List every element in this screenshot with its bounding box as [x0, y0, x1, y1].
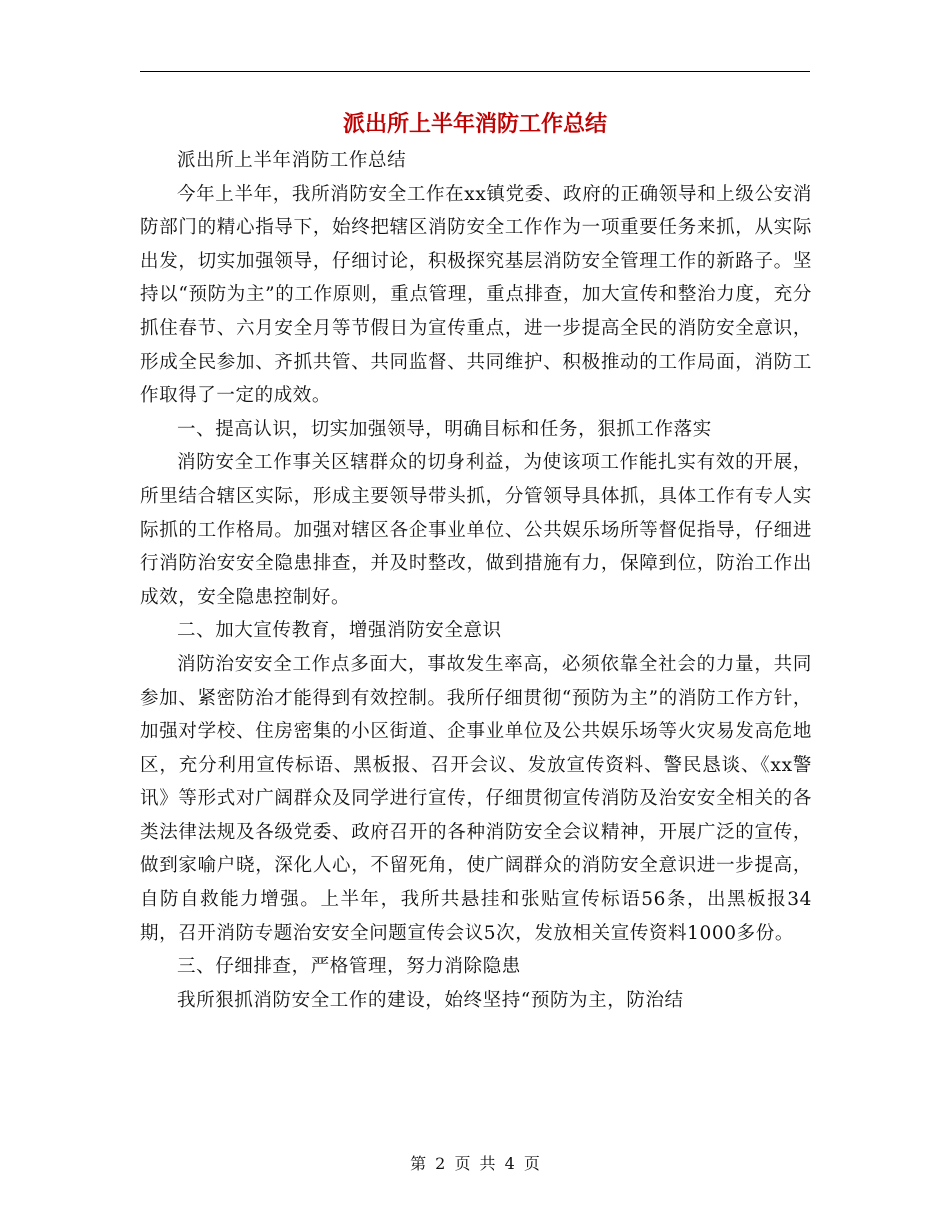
- section-heading-1: 一、提高认识，切实加强领导，明确目标和任务，狠抓工作落实: [177, 418, 712, 440]
- section-heading-2: 二、加大宣传教育，增强消防安全意识: [177, 620, 502, 642]
- section-paragraph-3: 我所狠抓消防安全工作的建设，始终坚持“预防为主，防治结: [177, 989, 684, 1011]
- subtitle-paragraph: 派出所上半年消防工作总结: [177, 150, 407, 171]
- section-paragraph-2: 消防治安安全工作点多面大，事故发生率高，必须依靠全社会的力量，共同参加、紧密防治才能得到有效控制。我所仔细贯彻“预防为主”的消防工作方针，加强对学校、住房密集的小区街道、企事业单位及公共娱乐场等火灾易发高危地区，充分利用宣传标语、黑板报、召开会议、发放宣传资料、警民恳谈、《xx警讯》等形式对广阔群众及同学进行宣传，仔细贯彻宣传消防及治安安全相关的各类法律法规及各级党委、政府召开的各种消防安全会议精神，开展广泛的宣传，做到家喻户晓，深化人心，不留死角，使广阔群众的消防安全意识进一步提高，自防自救能力增强。上半年，我所共悬挂和张贴宣传标语56条，出黑板报34期，召开消防专题治安安全问题宣传会议5次，发放相关宣传资料1000多份。: [140, 653, 812, 944]
- header-rule: [140, 71, 810, 72]
- section-paragraph-1: 消防安全工作事关区辖群众的切身利益，为使该项工作能扎实有效的开展，所里结合辖区实际，形成主要领导带头抓，分管领导具体抓，具体工作有专人实际抓的工作格局。加强对辖区各企事业单位、公共娱乐场所等督促指导，仔细进行消防治安安全隐患排查，并及时整改，做到措施有力，保障到位，防治工作出成效，安全隐患控制好。: [140, 452, 812, 608]
- document-body: [140, 144, 812, 1017]
- section-heading-3: 三、仔细排查，严格管理，努力消除隐患: [177, 956, 521, 978]
- document-title: 派出所上半年消防工作总结: [342, 111, 607, 137]
- page-number-footer: 第 2 页 共 4 页: [410, 1154, 540, 1173]
- intro-paragraph: 今年上半年，我所消防安全工作在xx镇党委、政府的正确领导和上级公安消防部门的精心指导下，始终把辖区消防安全工作作为一项重要任务来抓，从实际出发，切实加强领导，仔细讨论，积极探究基层消防安全管理工作的新路子。坚持以“预防为主”的工作原则，重点管理，重点排查，加大宣传和整治力度，充分抓住春节、六月安全月等节假日为宣传重点，进一步提高全民的消防安全意识，形成全民参加、齐抓共管、共同监督、共同维护、积极推动的工作局面，消防工作取得了一定的成效。: [140, 183, 812, 407]
